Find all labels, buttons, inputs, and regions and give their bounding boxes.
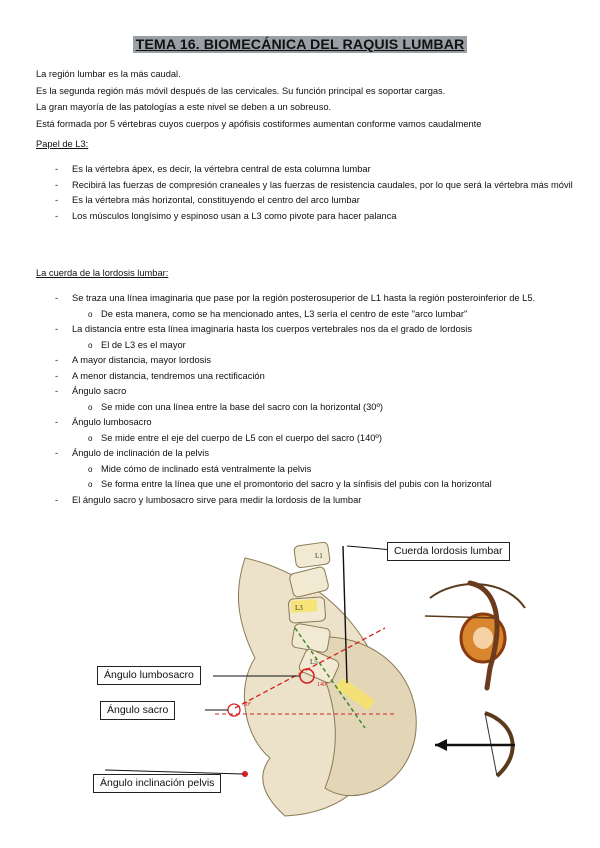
intro-line: Está formada por 5 vértebras cuyos cuerpos y apófisis costiformes aumentan conforme vamos caudalmente	[36, 118, 482, 129]
intro-line: La gran mayoría de las patologías a este nivel se deben a un sobreuso.	[36, 102, 332, 112]
l3-list	[36, 162, 576, 224]
list-item: - Recibirá las fuerzas de compresión craneales y las fuerzas de resistencia caudales, por lo que será la vértebra más móvil	[36, 178, 576, 194]
dash-bullet: -	[55, 417, 59, 427]
list-item: - El ángulo sacro y lumbosacro sirve para medir la lordosis de la lumbar	[36, 493, 576, 509]
archer-illustration	[425, 583, 525, 688]
intro-line: La región lumbar es la más caudal.	[36, 69, 181, 79]
circle-bullet: o	[88, 402, 93, 412]
dash-bullet: -	[55, 448, 59, 458]
sub-list-item: o Se mide con una línea entre la base del sacro con la horizontal (30º)	[36, 400, 576, 416]
list-item: - Se traza una línea imaginaria que pase por la región posterosuperior de L1 hasta la región posteroinferior de L5.	[36, 291, 576, 307]
dash-bullet: -	[55, 293, 59, 303]
sub-list-item: o El de L3 es el mayor	[36, 338, 576, 354]
list-item: - Ángulo sacro	[36, 384, 576, 400]
section-heading-l3: Papel de L3:	[36, 139, 89, 149]
dash-bullet: -	[55, 195, 59, 205]
list-item: - Ángulo de inclinación de la pelvis	[36, 446, 576, 462]
dash-bullet: -	[55, 355, 59, 365]
lumbar-figure	[95, 538, 545, 818]
vertebra-l1	[294, 542, 331, 569]
dash-bullet: -	[55, 370, 59, 381]
cuerda-label: Cuerda lordosis lumbar	[387, 542, 510, 561]
list-item: - A menor distancia, tendremos una rectificación	[36, 369, 576, 385]
circle-bullet: o	[88, 480, 93, 489]
list-item: - Ángulo lumbosacro	[36, 415, 576, 431]
dash-bullet: -	[55, 324, 59, 334]
list-item: - A mayor distancia, mayor lordosis	[36, 353, 576, 369]
list-item: - Es la vértebra más horizontal, constituyendo el centro del arco lumbar	[36, 193, 576, 209]
dash-bullet: -	[55, 164, 59, 174]
circle-bullet: o	[88, 340, 93, 350]
list-item: - Los músculos longísimo y espinoso usan a L3 como pivote para hacer palanca	[36, 209, 576, 225]
lumbosacro-label: Ángulo lumbosacro	[97, 666, 201, 685]
circle-bullet: o	[88, 433, 93, 443]
title-bar	[0, 36, 600, 54]
sacro-angle-marker	[228, 704, 240, 716]
l3-label: L3	[295, 604, 303, 612]
sub-list-item: o Se forma entre la línea que une el promontorio del sacro y la sínfisis del pubis con la horizontal	[36, 477, 576, 493]
dash-bullet: -	[55, 179, 59, 190]
angle-140-label: 140º	[317, 682, 328, 688]
intro-paragraph	[36, 66, 576, 132]
list-item: - La distancia entre esta línea imaginaria hasta los cuerpos vertebrales nos da el grado de lordosis	[36, 322, 576, 338]
dash-bullet: -	[55, 494, 59, 505]
sub-list-item: o Se mide entre el eje del cuerpo de L5 con el cuerpo del sacro (140º)	[36, 431, 576, 447]
section-heading-cuerda: La cuerda de la lordosis lumbar:	[36, 268, 169, 278]
angle-30-label: 30º	[243, 702, 251, 708]
cuerda-list	[36, 291, 576, 508]
sacro-label: Ángulo sacro	[100, 701, 175, 720]
intro-line: Es la segunda región más móvil después de las cervicales. Su función principal es soportar cargas.	[36, 85, 446, 96]
document-title: TEMA 16. BIOMECÁNICA DEL RAQUIS LUMBAR	[133, 36, 468, 53]
bow-arrow-icon	[435, 713, 515, 776]
vertebra-l2	[289, 566, 330, 598]
l1-label: L1	[315, 552, 323, 560]
dash-bullet: -	[55, 210, 59, 221]
dash-bullet: -	[55, 386, 59, 396]
l5-label: L5	[310, 658, 318, 666]
sub-list-item: o De esta manera, como se ha mencionado antes, L3 sería el centro de este "arco lumbar"	[36, 307, 576, 323]
sub-list-item: o Mide cómo de inclinado está ventralmente la pelvis	[36, 462, 576, 478]
circle-bullet: o	[88, 464, 93, 474]
circle-bullet: o	[88, 309, 93, 319]
list-item: - Es la vértebra ápex, es decir, la vértebra central de esta columna lumbar	[36, 162, 576, 178]
pelvis-label: Ángulo inclinación pelvis	[93, 774, 221, 793]
